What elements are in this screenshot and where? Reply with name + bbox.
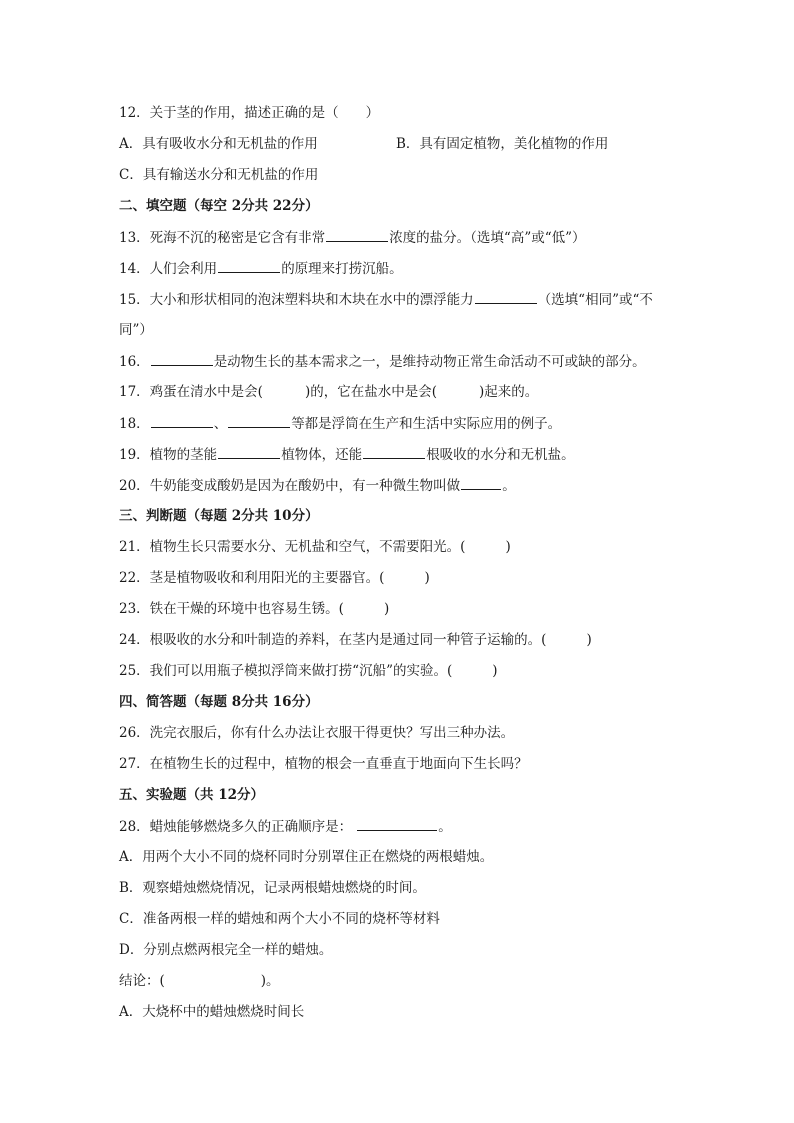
- answer-blank[interactable]: [363, 445, 425, 459]
- question-23-close: ): [383, 601, 390, 617]
- answer-blank[interactable]: [218, 259, 280, 273]
- answer-blank[interactable]: [326, 228, 388, 242]
- question-12-stem: 12．关于茎的作用，描述正确的是（ ）: [119, 105, 380, 121]
- answer-blank[interactable]: [475, 290, 537, 304]
- question-12-option-b: B．具有固定植物，美化植物的作用: [396, 136, 609, 152]
- question-25-text: 25．我们可以用瓶子模拟浮筒来做打捞“沉船”的实验。(: [119, 663, 453, 679]
- conclusion-label: 结论：(: [119, 973, 165, 989]
- question-17-text-end: )起来的。: [479, 384, 539, 400]
- question-22-close: ): [424, 570, 430, 586]
- question-22: [119, 569, 430, 587]
- question-15: [119, 290, 653, 309]
- question-21: [119, 538, 511, 556]
- question-28-text: 28．蜡烛能够燃烧多久的正确顺序是：: [119, 819, 353, 835]
- question-13-text: 13．死海不沉的秘密是它含有非常: [119, 230, 326, 246]
- question-25-close: ): [492, 663, 498, 679]
- question-14: [119, 259, 403, 278]
- question-19: [119, 445, 575, 464]
- answer-blank[interactable]: [151, 352, 213, 366]
- question-14-text-end: 的原理来打捞沉船。: [281, 261, 403, 277]
- question-17-text-middle: )的，它在盐水中是会(: [304, 384, 437, 400]
- question-22-text: 22．茎是植物吸收和利用阳光的主要器官。(: [119, 570, 385, 586]
- question-28-option-a: A．用两个大小不同的烧杯同时分别罩住正在燃烧的两根蜡烛。: [119, 849, 494, 865]
- question-24: [119, 631, 592, 649]
- section-3-heading: 三、判断题（每题 2分共 10分）: [119, 508, 319, 524]
- question-20-text-end: 。: [502, 478, 516, 494]
- conclusion-close: )。: [260, 973, 280, 989]
- conclusion-option-a: A．大烧杯中的蜡烛燃烧时间长: [119, 1004, 305, 1020]
- question-12-option-c: C．具有输送水分和无机盐的作用: [119, 167, 319, 183]
- question-17-text: 17．鸡蛋在清水中是会(: [119, 384, 263, 400]
- question-21-close: ): [505, 539, 511, 555]
- question-18-text: 等都是浮筒在生产和生活中实际应用的例子。: [291, 416, 562, 432]
- answer-blank[interactable]: [357, 817, 437, 831]
- answer-blank[interactable]: [218, 445, 280, 459]
- question-28: [119, 817, 452, 836]
- section-2-heading: 二、填空题（每空 2分共 22分）: [119, 198, 319, 214]
- question-25: [119, 662, 498, 680]
- question-24-close: ): [586, 632, 592, 648]
- question-19-text: 19．植物的茎能: [119, 447, 218, 463]
- question-17: [119, 383, 538, 401]
- question-28-text-end: 。: [438, 819, 452, 835]
- question-26: 26．洗完衣服后，你有什么办法让衣服干得更快？写出三种办法。: [119, 725, 515, 741]
- question-20: [119, 476, 516, 495]
- answer-blank[interactable]: [461, 476, 501, 490]
- question-18-number: 18．: [119, 416, 150, 432]
- question-28-option-d: D．分别点燃两根完全一样的蜡烛。: [119, 942, 333, 958]
- question-20-text: 20．牛奶能变成酸奶是因为在酸奶中，有一种微生物叫做: [119, 478, 461, 494]
- question-24-text: 24．根吸收的水分和叶制造的养料，在茎内是通过同一种管子运输的。(: [119, 632, 547, 648]
- answer-blank[interactable]: [151, 414, 213, 428]
- question-27: 27．在植物生长的过程中，植物的根会一直垂直于地面向下生长吗？: [119, 756, 528, 772]
- question-12-option-a: A．具有吸收水分和无机盐的作用: [119, 136, 318, 152]
- conclusion-line: [119, 972, 280, 990]
- question-23: [119, 600, 389, 618]
- question-15-text-end: （选填“相同”或“不: [537, 292, 653, 308]
- question-15-text: 15．大小和形状相同的泡沫塑料块和木块在水中的漂浮能力: [119, 292, 474, 308]
- question-16: [119, 352, 646, 371]
- section-5-heading: 五、实验题（共 12分）: [119, 787, 264, 803]
- question-19-text-end: 根吸收的水分和无机盐。: [426, 447, 575, 463]
- question-14-text: 14．人们会利用: [119, 261, 218, 277]
- section-4-heading: 四、简答题（每题 8分共 16分）: [119, 694, 319, 710]
- question-16-number: 16．: [119, 354, 150, 370]
- question-21-text: 21．植物生长只需要水分、无机盐和空气，不需要阳光。(: [119, 539, 466, 555]
- question-13-text-end: 浓度的盐分。（选填“高”或“低”）: [389, 230, 586, 246]
- question-19-text-middle: 植物体，还能: [281, 447, 363, 463]
- question-15-continuation: 同”）: [119, 322, 153, 338]
- question-13: [119, 228, 586, 247]
- answer-blank[interactable]: [228, 414, 290, 428]
- question-16-text: 是动物生长的基本需求之一，是维持动物正常生命活动不可或缺的部分。: [213, 354, 646, 370]
- question-23-text: 23．铁在干燥的环境中也容易生锈。(: [119, 601, 344, 617]
- question-18-separator: 、: [213, 416, 228, 432]
- question-12-options-row: [119, 135, 679, 153]
- question-18: [119, 414, 561, 433]
- question-28-option-c: C．准备两根一样的蜡烛和两个大小不同的烧杯等材料: [119, 911, 440, 927]
- question-28-option-b: B．观察蜡烛燃烧情况，记录两根蜡烛燃烧的时间。: [119, 880, 426, 896]
